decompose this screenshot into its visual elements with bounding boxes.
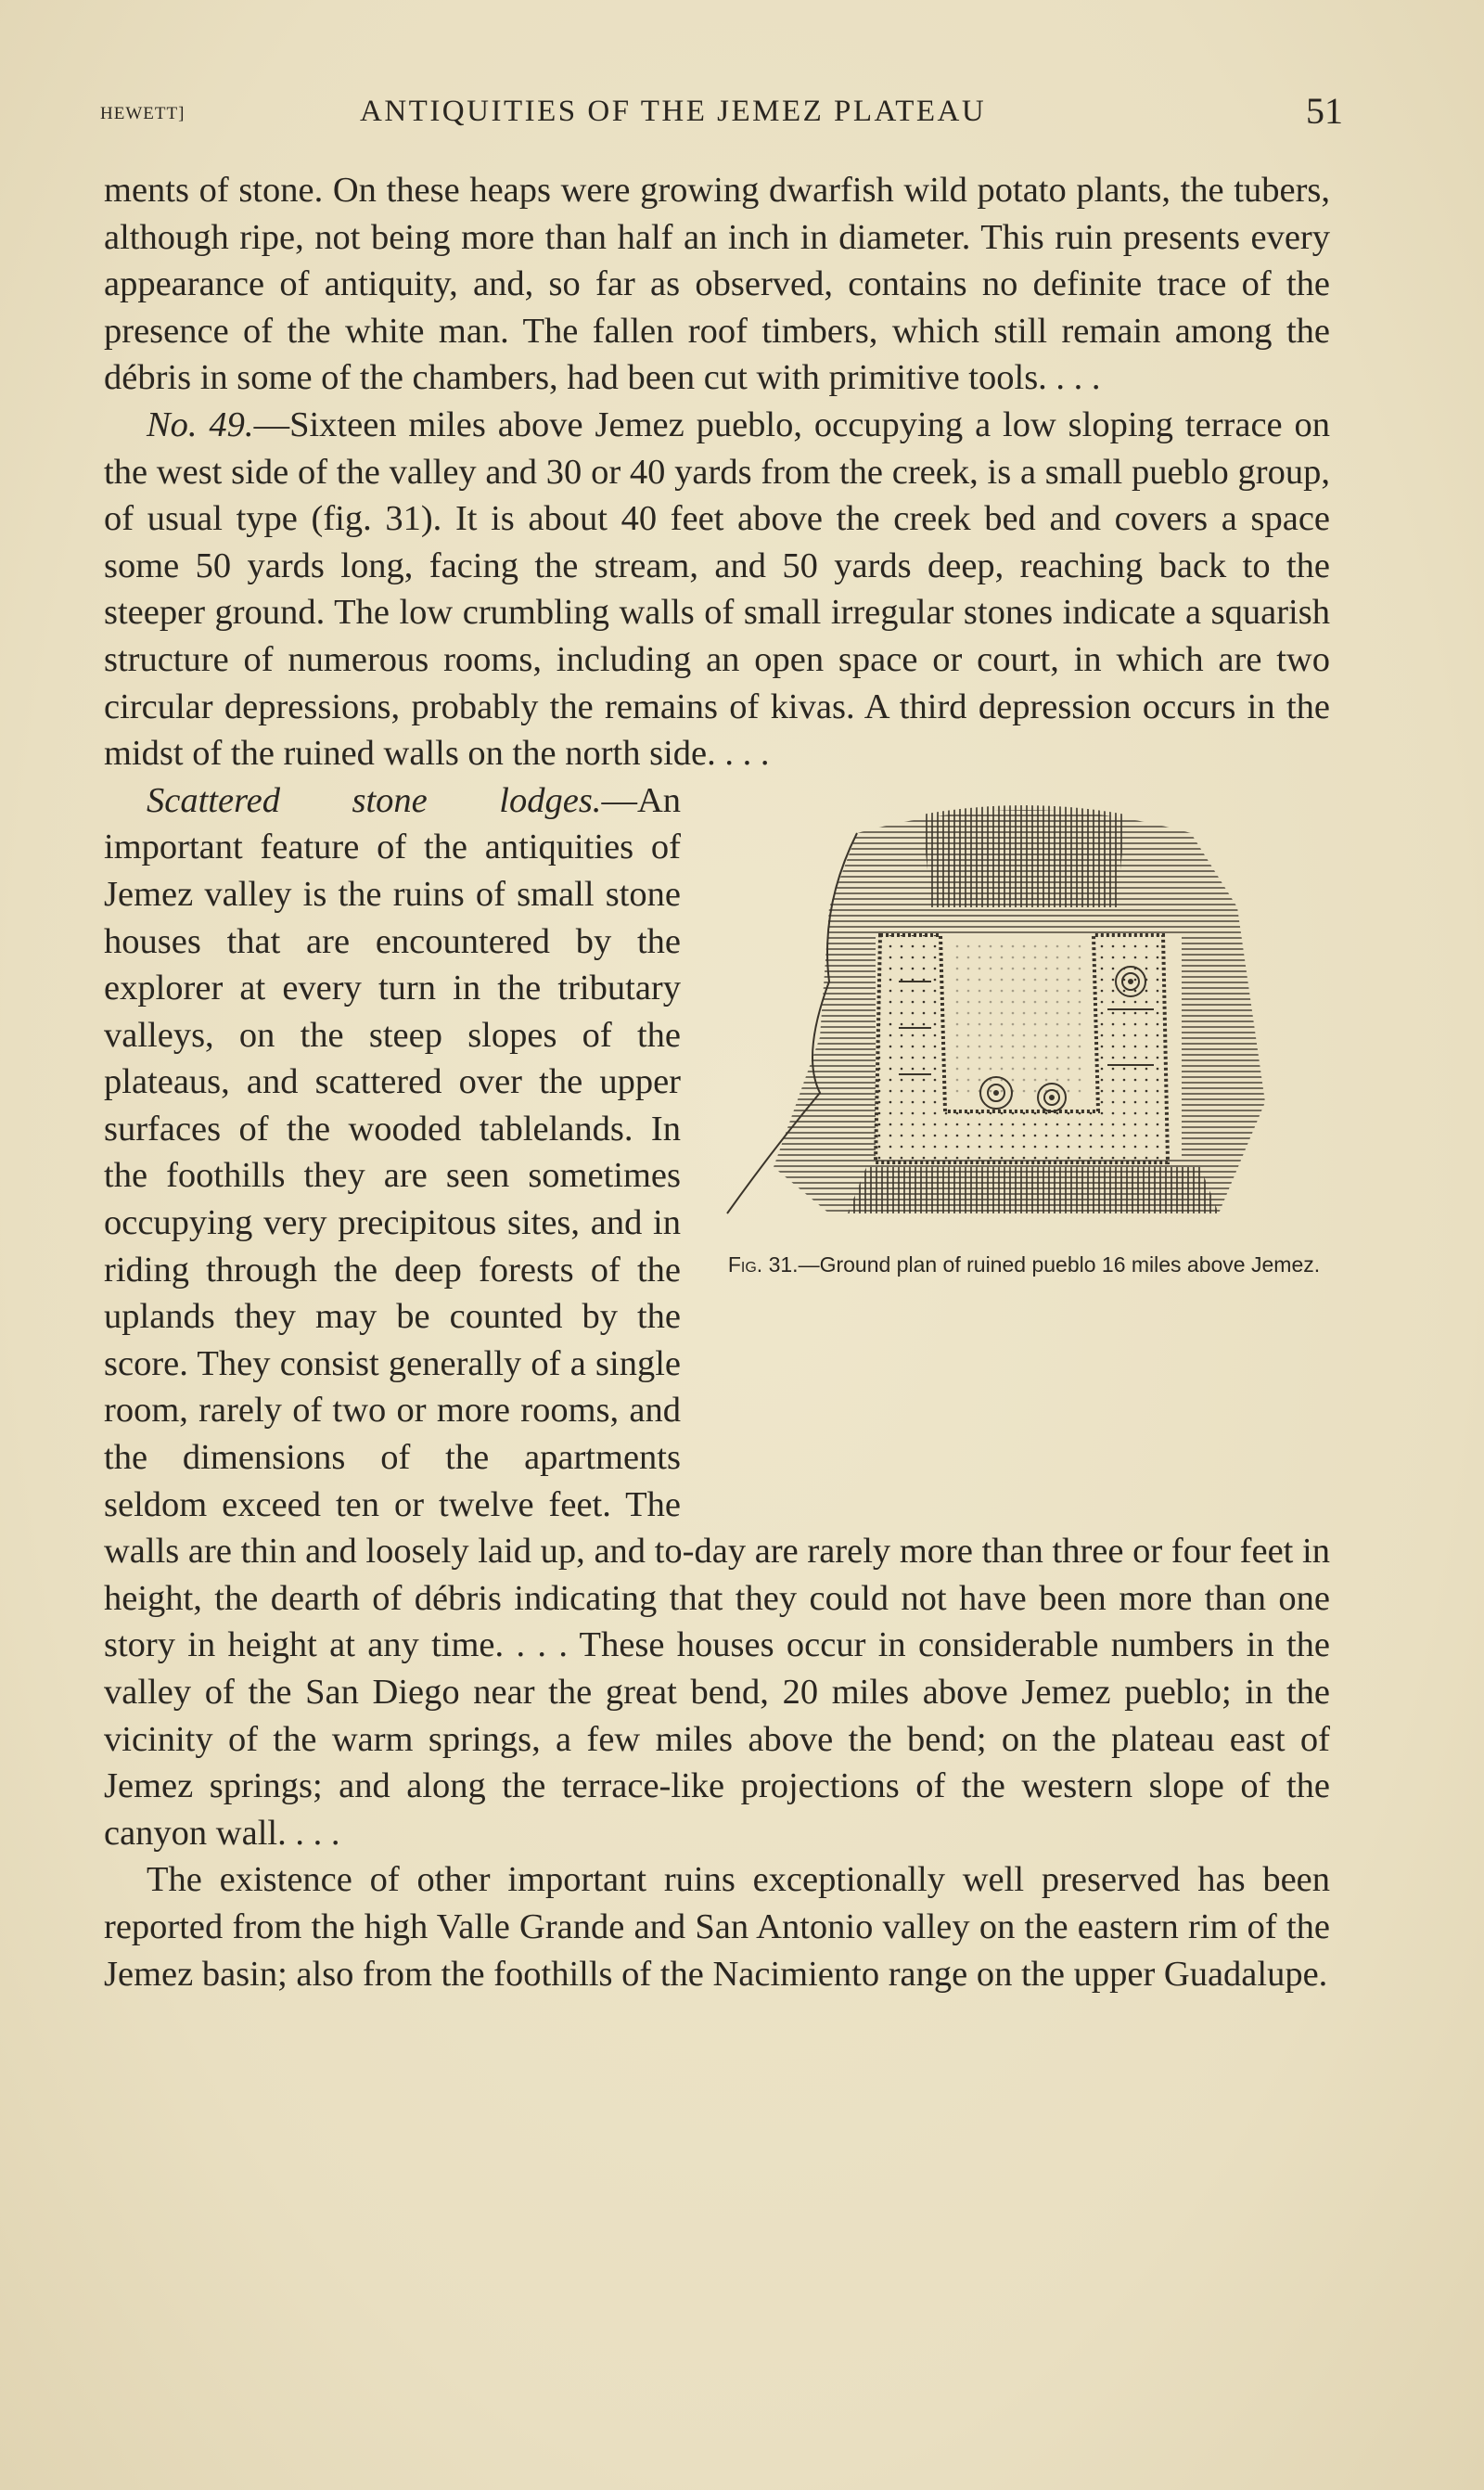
figure-caption-text: —Ground plan of ruined pueblo 16 miles above Jemez. bbox=[798, 1251, 1321, 1277]
body-text bbox=[104, 167, 1330, 1997]
paragraph-3-text: —An important feature of the antiquities of Jemez valley is the ruins of small stone houses that are encountered by the explorer at every turn in the tributary valleys, on the steep slopes of the plateaus, and scattered over the upper surfaces of the wooded tablelands. In the foothills they are seen sometimes occupying very precipitous sites, and in riding through the deep forests of the uplands they may be counted by the score. They consist generally of a single room, rarely of two or more rooms, and the dimensions of the apartments seldom exceed ten or twelve feet. The walls are thin and loosely laid up, and to-day are rarely more than three or four feet in height, the dearth of débris indicating that they could not have been more than one story in height at any time. . . . These houses occur in considerable numbers in the valley of the San Diego near the great bend, 20 miles above Jemez pueblo; in the vicinity of the warm springs, a few miles above the bend; on the plateau east of Jemez springs; and along the terrace-like projections of the western slope of the canyon wall. . . . bbox=[104, 780, 1330, 1853]
paragraph-2-text: —Sixteen miles above Jemez pueblo, occupying a low sloping terrace on the west side of the valley and 30 or 40 yards from the creek, is a small pueblo group, of usual type (fig. 31). It is about 40 feet above the creek bed and covers a space some 50 yards long, facing the stream, and 50 yards deep, reaching back to the steeper ground. The low crumbling walls of small irregular stones indicate a squarish structure of numerous rooms, including an open space or court, in which are two circular depressions, probably the remains of kivas. A third depression occurs in the midst of the ruined walls on the north side. . . . bbox=[104, 404, 1330, 774]
figure-31 bbox=[718, 777, 1330, 1492]
figure-label: Fig. 31. bbox=[727, 1251, 799, 1277]
figure-caption bbox=[718, 1251, 1330, 1278]
pueblo-ground-plan-illustration bbox=[718, 796, 1330, 1241]
section-heading-stone-lodges: Scattered stone lodges. bbox=[147, 780, 602, 820]
paragraph-2 bbox=[104, 402, 1330, 777]
page-title: ANTIQUITIES OF THE JEMEZ PLATEAU bbox=[360, 95, 987, 128]
site-number-label: No. 49. bbox=[147, 404, 254, 444]
paragraph-1: ments of stone. On these heaps were growing dwarfish wild potato plants, the tubers, although ripe, not being more than half an inch in diameter. This ruin presents every appearance of antiquity, and, so far as observed, contains no definite trace of the presence of the white man. The fallen roof timbers, which still remain among the débris in some of the chambers, had been cut with primitive tools. . . . bbox=[104, 171, 1330, 398]
page-number: 51 bbox=[1306, 90, 1343, 132]
running-head bbox=[100, 89, 1343, 135]
author-heading: HEWETT] bbox=[100, 104, 186, 123]
paragraph-4: The existence of other important ruins exceptionally well preserved has been reported from the high Valle Grande and San Antonio valley on the eastern rim of the Jemez basin; also from the foothills of the Nacimiento range on the upper Guadalupe. bbox=[104, 1860, 1330, 1994]
